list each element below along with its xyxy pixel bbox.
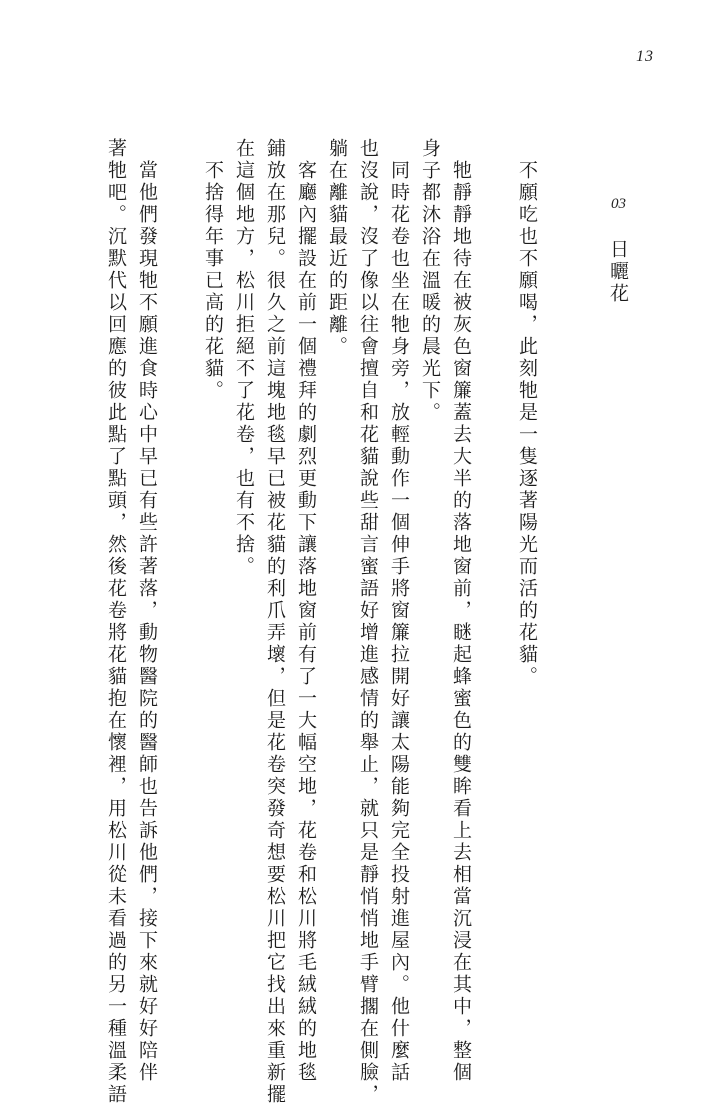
text-column-9: 在這個地方，松川拒絕不了花卷，也有不捨。 (233, 138, 255, 578)
chapter-heading (578, 196, 659, 305)
text-column-4: 同時花卷也坐在牠身旁，放輕動作一個伸手將窗簾拉開好讓太陽能夠完全投射進屋內。他什麼話 (388, 160, 410, 1084)
page-number: 13 (636, 48, 654, 65)
text-column-11: 當他們發現牠不願進食時心中早已有些許著落，動物醫院的醫師也告訴他們，接下來就好好陪伴 (136, 160, 158, 1084)
text-column-12: 著牠吧。沉默代以回應的彼此點了點頭，然後花卷將花貓抱在懷裡，用松川從未看過的另一種溫柔語 (105, 138, 127, 1106)
text-column-6: 躺在離貓最近的距離。 (326, 138, 348, 358)
chapter-title: 日曬花 (607, 239, 629, 305)
text-column-10: 不捨得年事已高的花貓。 (202, 160, 224, 402)
text-column-7: 客廳內擺設在前一個禮拜的劇烈更動下讓落地窗前有了一大幅空地，花卷和松川將毛絨絨的地毯 (295, 160, 317, 1084)
text-column-8: 鋪放在那兒。很久之前這塊地毯早已被花貓的利爪弄壞，但是花卷突發奇想要松川把它找出來重新擺 (264, 138, 286, 1106)
text-column-3: 身子都沐浴在溫暖的晨光下。 (419, 138, 441, 424)
chapter-number: 03 (611, 196, 626, 212)
text-column-2: 牠靜靜地待在被灰色窗簾蓋去大半的落地窗前，瞇起蜂蜜色的雙眸看上去相當沉浸在其中，整個 (450, 160, 472, 1084)
text-column-1: 不願吃也不願喝，此刻牠是一隻逐著陽光而活的花貓。 (516, 160, 538, 688)
text-column-5: 也沒說，沒了像以往會擅自和花貓說些甜言蜜語好增進感情的舉止，就只是靜悄悄地手臂擱在側臉， (357, 138, 379, 1106)
